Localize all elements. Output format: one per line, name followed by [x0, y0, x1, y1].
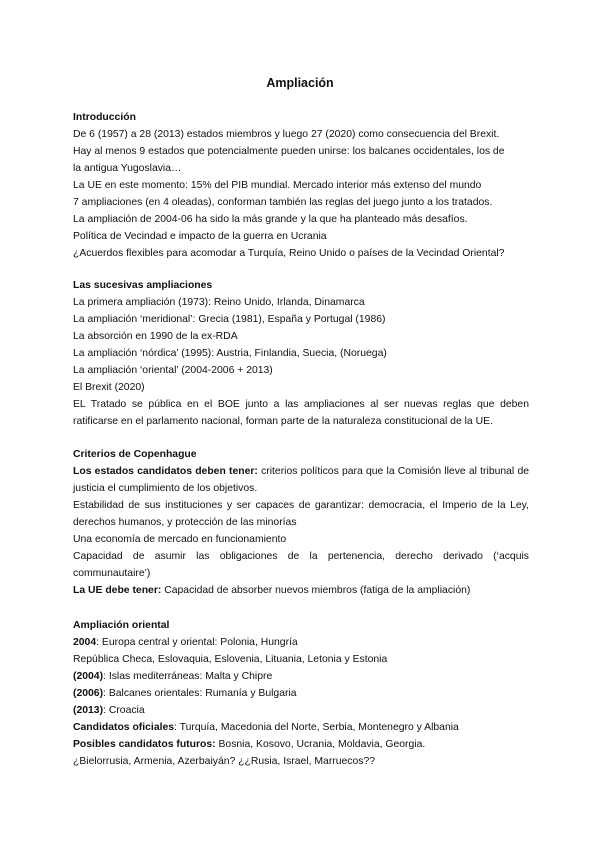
bold-label: Posibles candidatos futuros: [73, 739, 216, 750]
bold-label: La UE debe tener: [73, 585, 162, 596]
text-line: ¿Bielorrusia, Armenia, Azerbaiyán? ¿¿Rusia, Israel, Marruecos?? [73, 756, 376, 767]
bold-label: Candidatos oficiales [73, 722, 175, 733]
bold-label: (2013) [73, 705, 104, 716]
bold-label: (2004) [73, 671, 104, 682]
bold-label: Los estados candidatos deben tener: [73, 466, 258, 477]
text-line: Política de Vecindad e impacto de la guerra en Ucrania [73, 231, 327, 242]
text-line: Una economía de mercado en funcionamiento [73, 534, 287, 545]
text-line [73, 736, 529, 753]
section-heading: Ampliación oriental [73, 620, 170, 631]
text-line: La ampliación ‘nórdica’ (1995): Austria, Finlandia, Suecia, (Noruega) [73, 348, 387, 359]
text-line: la antigua Yugoslavia… [73, 163, 182, 174]
text-span: : Islas mediterráneas: Malta y Chipre [103, 671, 273, 682]
text-line: 7 ampliaciones (en 4 oleadas), conforman también las reglas del juego junto a los tratados. [73, 197, 493, 208]
section-heading: Criterios de Copenhague [73, 449, 197, 460]
text-line: La absorción en 1990 de la ex-RDA [73, 331, 238, 342]
text-span: : Balcanes orientales: Rumanía y Bulgaria [103, 688, 297, 699]
text-line: La ampliación ‘meridional’: Grecia (1981), España y Portugal (1986) [73, 314, 386, 325]
paragraph: Estabilidad de sus instituciones y ser capaces de garantizar: democracia, el Imperio de la Ley, derechos humanos, y protección de las minorías [73, 500, 529, 528]
section-copenhague [73, 446, 529, 599]
text-span: : Europa central y oriental: Polonia, Hungría [96, 637, 298, 648]
text-span: : Turquía, Macedonia del Norte, Serbia, Montenegro y Albania [174, 722, 459, 733]
text-line [73, 634, 529, 651]
text-span: Bosnia, Kosovo, Ucrania, Moldavia, Georgia. [215, 739, 426, 750]
bold-label: (2006) [73, 688, 104, 699]
page-title: Ampliación [266, 76, 334, 90]
bold-label: 2004 [73, 637, 97, 648]
text-line: De 6 (1957) a 28 (2013) estados miembros y luego 27 (2020) como consecuencia del Brexit. [73, 129, 500, 140]
text-span: : Croacia [103, 705, 145, 716]
text-line [73, 702, 529, 719]
section-introduccion [73, 109, 529, 262]
section-heading: Introducción [73, 112, 136, 123]
section-heading: Las sucesivas ampliaciones [73, 280, 213, 291]
text-line [73, 719, 529, 736]
section-sucesivas [73, 277, 529, 430]
text-line: La ampliación de 2004-06 ha sido la más grande y la que ha planteado más desafíos. [73, 214, 468, 225]
text-line: República Checa, Eslovaquia, Eslovenia, Lituania, Letonia y Estonia [73, 654, 388, 665]
text-line: La primera ampliación (1973): Reino Unido, Irlanda, Dinamarca [73, 297, 365, 308]
text-line [73, 685, 529, 702]
paragraph [73, 463, 529, 497]
paragraph: Capacidad de asumir las obligaciones de la pertenencia, derecho derivado (‘acquis communautaire’) [73, 551, 529, 579]
text-span: Capacidad de absorber nuevos miembros (fatiga de la ampliación) [161, 585, 471, 596]
text-line: La ampliación ‘oriental’ (2004-2006 + 2013) [73, 365, 273, 376]
text-line [73, 668, 529, 685]
text-line: Hay al menos 9 estados que potencialmente pueden unirse: los balcanes occidentales, los de [73, 146, 505, 157]
text-span: criterios políticos para que la Comisión lleve al tribunal de justicia el cumplimiento de los objetivos. [73, 466, 530, 494]
text-line: ¿Acuerdos flexibles para acomodar a Turquía, Reino Unido o países de la Vecindad Oriental? [73, 248, 505, 259]
text-line [73, 582, 529, 599]
paragraph: EL Tratado se pública en el BOE junto a las ampliaciones al ser nuevas reglas que deben ratificarse en el parlamento nacional, forman parte de la naturaleza constitucional de la UE. [73, 399, 529, 427]
text-line: El Brexit (2020) [73, 382, 145, 393]
section-oriental [73, 617, 529, 770]
text-line: La UE en este momento: 15% del PIB mundial. Mercado interior más extenso del mundo [73, 180, 482, 191]
